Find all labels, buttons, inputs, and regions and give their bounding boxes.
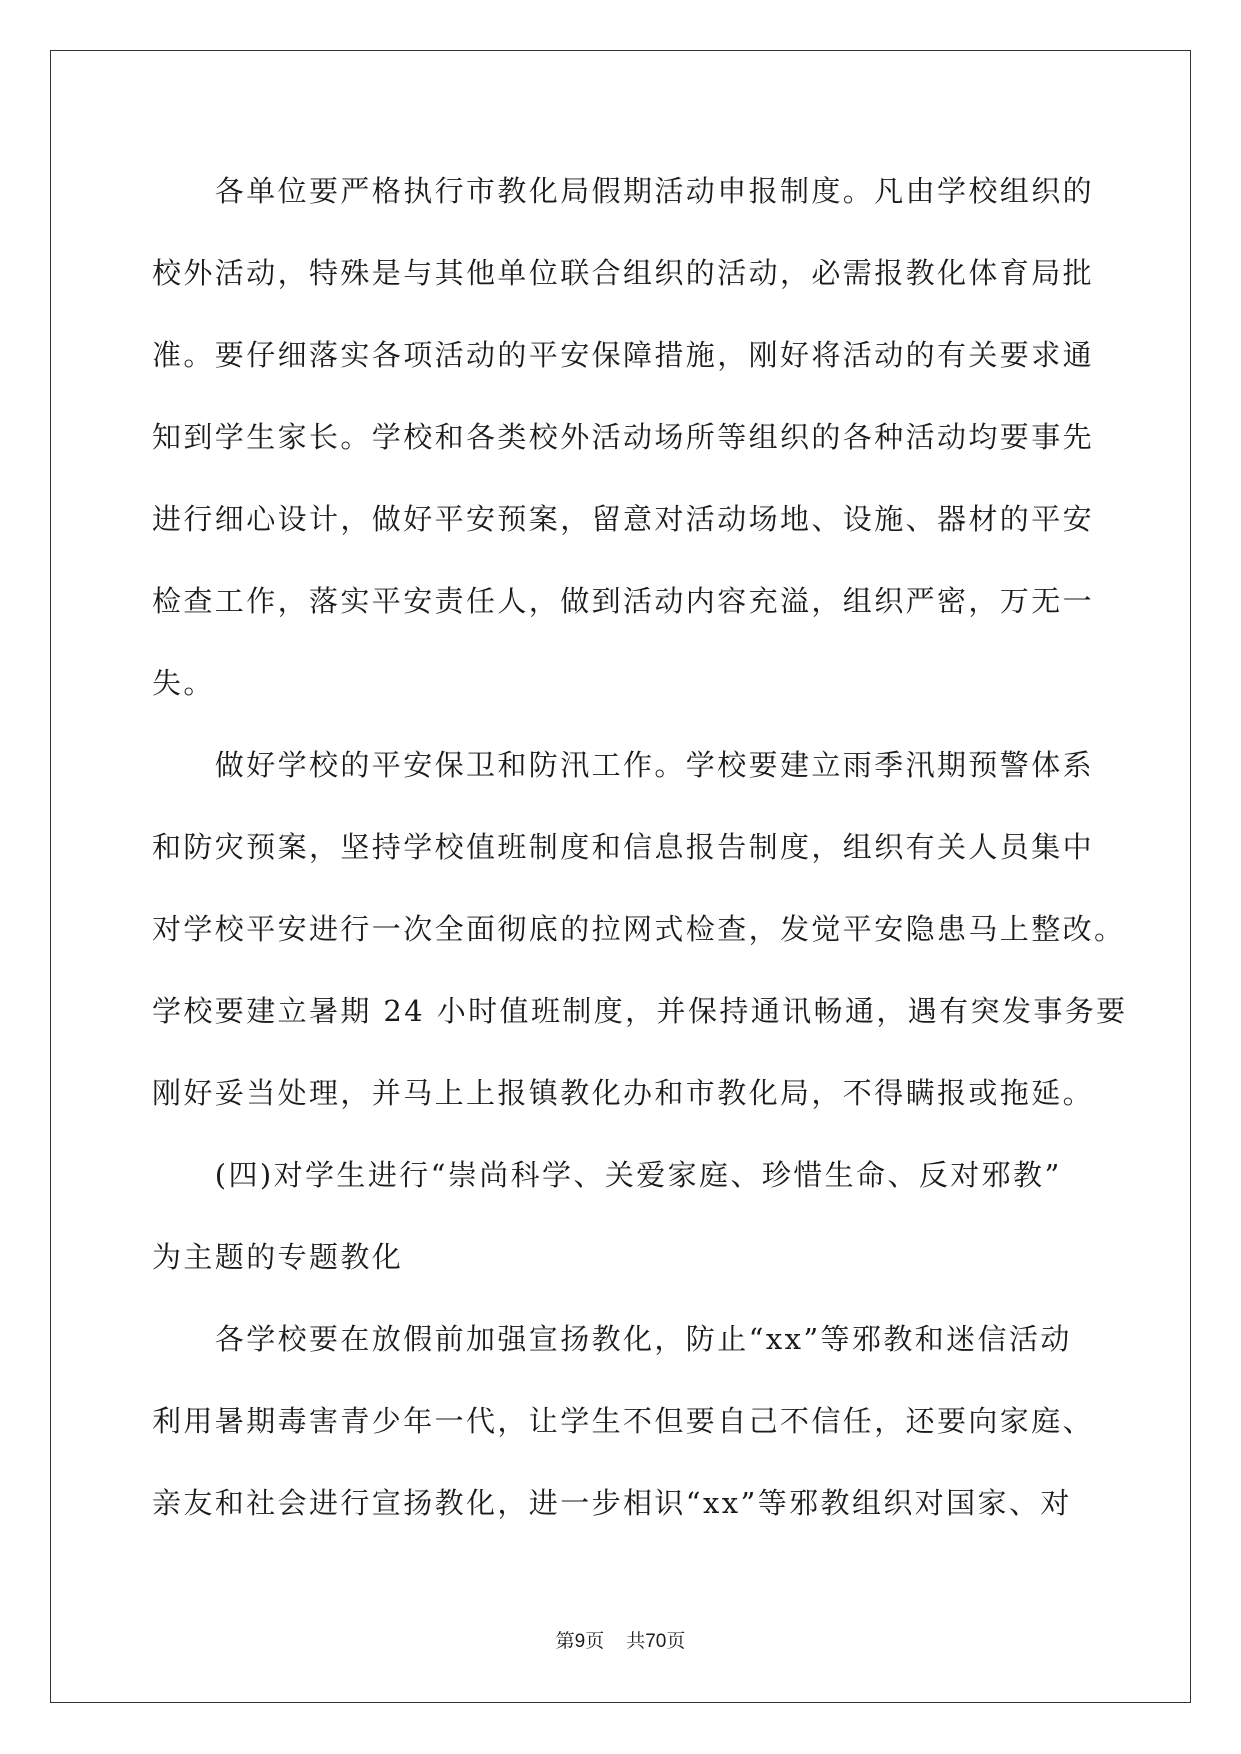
text-line: 校外活动，特殊是与其他单位联合组织的活动，必需报教化体育局批 [152,256,1095,290]
text-line: 检查工作，落实平安责任人，做到活动内容充溢，组织严密，万无一 [152,584,1095,618]
text-line: 失。 [152,666,215,700]
total-pages: 70 [645,1631,667,1652]
document-body [152,165,1128,1559]
total-prefix: 共 [626,1630,646,1652]
text-line: 进行细心设计，做好平安预案，留意对活动场地、设施、器材的平安 [152,502,1095,536]
page-prefix: 第 [555,1630,575,1652]
text-line: 学校要建立暑期 24 小时值班制度，并保持通讯畅通，遇有突发事务要 [152,994,1128,1028]
text-line: 为主题的专题教化 [152,1240,404,1274]
text-line: 做好学校的平安保卫和防汛工作。学校要建立雨季汛期预警体系 [152,748,1095,782]
text-line: 利用暑期毒害青少年一代，让学生不但要自己不信任，还要向家庭、 [152,1404,1095,1438]
text-line: 和防灾预案，坚持学校值班制度和信息报告制度，组织有关人员集中 [152,830,1095,864]
text-line: 知到学生家长。学校和各类校外活动场所等组织的各种活动均要事先 [152,420,1095,454]
page-number: 9 [574,1631,586,1652]
text-line: 准。要仔细落实各项活动的平安保障措施，刚好将活动的有关要求通 [152,338,1095,372]
text-line: 对学校平安进行一次全面彻底的拉网式检查，发觉平安隐患马上整改。 [152,912,1126,946]
page-footer [0,1626,1241,1653]
text-line: 刚好妥当处理，并马上上报镇教化办和市教化局，不得瞒报或拖延。 [152,1076,1095,1110]
text-line: 各学校要在放假前加强宣扬教化，防止“xx”等邪教和迷信活动 [152,1322,1072,1356]
text-line: (四)对学生进行“崇尚科学、关爱家庭、珍惜生命、反对邪教” [152,1158,1062,1192]
total-suffix: 页 [666,1630,686,1652]
page-suffix: 页 [585,1630,605,1652]
text-line: 各单位要严格执行市教化局假期活动申报制度。凡由学校组织的 [152,174,1095,208]
text-line: 亲友和社会进行宣扬教化，进一步相识“xx”等邪教组织对国家、对 [152,1486,1072,1520]
